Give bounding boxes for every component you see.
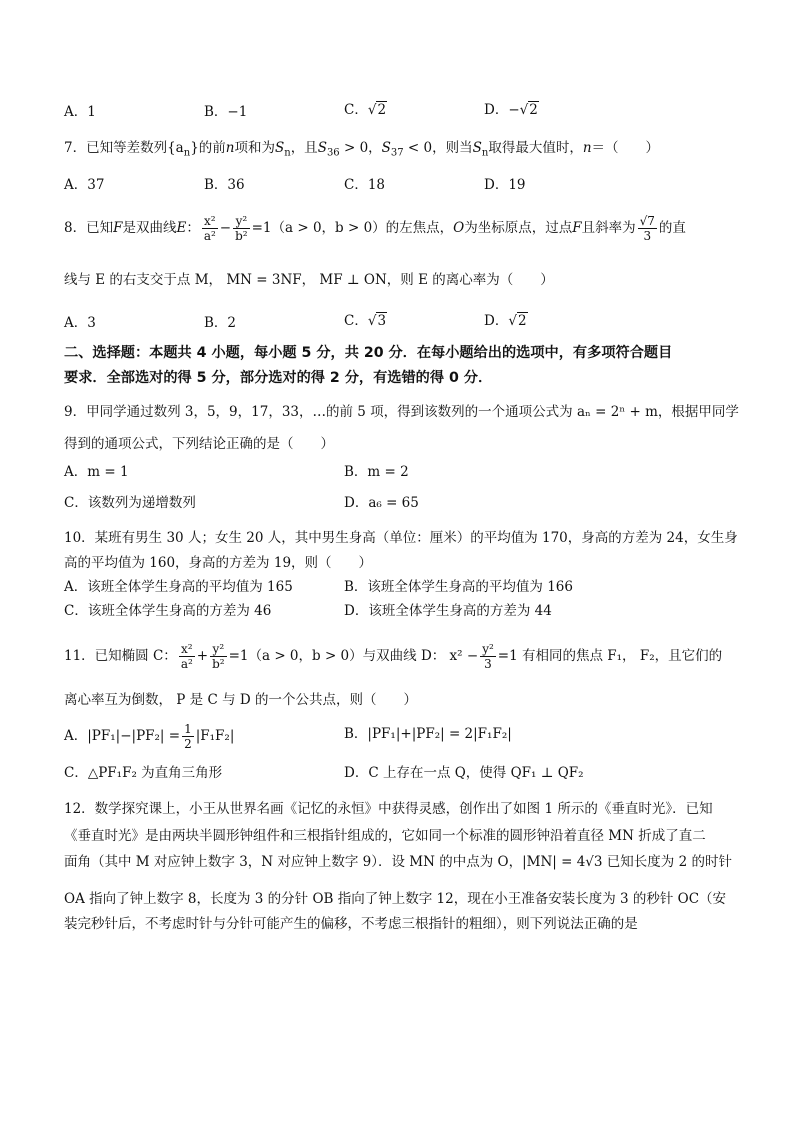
q11-stem-line1 bbox=[64, 638, 754, 674]
q11-fraction-y bbox=[210, 642, 227, 671]
q10-option-c: C．该班全体学生身高的方差为 46 bbox=[64, 603, 272, 619]
q8-text: E bbox=[176, 220, 187, 236]
q11-fraction-hyperbola bbox=[480, 642, 496, 671]
q9-option-c: C．该数列为递增数列 bbox=[64, 495, 196, 511]
sqrt-symbol: √2 bbox=[367, 102, 387, 118]
q12-stem-line1: 12．数学探究课上，小王从世界名画《记忆的永恒》中获得灵感，创作出了如图 1 所示的《垂直时光》．已知 bbox=[64, 801, 713, 817]
q7-stem-part: {a bbox=[167, 140, 184, 156]
q11-option-d: D．C 上存在一点 Q，使得 QF₁ ⊥ QF₂ bbox=[344, 765, 584, 781]
q12-stem-line3: 面角（其中 M 对应钟上数字 3，N 对应钟上数字 9）．设 MN 的中点为 O，|MN| = 4√3 已知长度为 2 的时针 bbox=[64, 854, 732, 870]
q6-option-b: B．−1 bbox=[204, 104, 248, 120]
q6-option-d-radicand: 2 bbox=[529, 102, 538, 118]
q7-option-d: D．19 bbox=[484, 177, 526, 193]
q8-text: 8．已知 bbox=[64, 220, 114, 236]
q8-text: 是双曲线 bbox=[122, 220, 177, 236]
frac-denominator: b² bbox=[212, 657, 225, 671]
q6-option-d-label: D．− bbox=[484, 102, 520, 118]
q8-stem-line2: 线与 E 的右支交于点 M， MN = 3NF， MF ⊥ ON，则 E 的离心率为（ ） bbox=[64, 272, 554, 288]
q10-option-d: D．该班全体学生身高的方差为 44 bbox=[344, 603, 552, 619]
q7-stem-part: n bbox=[582, 140, 592, 156]
q8-option-d-label: D． bbox=[484, 313, 509, 329]
q7-stem-part: S bbox=[317, 140, 327, 156]
q8-option-b: B．2 bbox=[204, 315, 237, 331]
q7-stem-part: n bbox=[225, 140, 235, 156]
q8-option-d-radicand: 2 bbox=[517, 313, 527, 329]
q6-option-c bbox=[344, 100, 387, 120]
q12-stem-line2: 《垂直时光》是由两块半圆形钟组件和三根指针组成的，它如同一个标准的圆形钟沿着直径 MN 折成了直二 bbox=[64, 828, 706, 844]
q10-stem-line1: 10．某班有男生 30 人；女生 20 人，其中男生身高（单位：厘米）的平均值为 170，身高的方差为 24，女生身 bbox=[64, 530, 738, 546]
q11-stem-line2: 离心率互为倒数， P 是 C 与 D 的一个公共点，则（ ） bbox=[64, 692, 417, 708]
q11-option-c: C．△PF₁F₂ 为直角三角形 bbox=[64, 765, 223, 781]
q8-option-d bbox=[484, 311, 528, 331]
q9-option-a: A．m = 1 bbox=[64, 464, 129, 480]
q11-text: 11．已知椭圆 C： bbox=[64, 648, 177, 664]
q8-fraction-y bbox=[233, 214, 250, 243]
q8-text: 的直 bbox=[658, 220, 686, 236]
q8-fraction-x bbox=[202, 214, 218, 243]
q12-stem-line4: OA 指向了钟上数字 8，长度为 3 的分针 OB 指向了钟上数字 12，现在小王准备安装长度为 3 的秒针 OC（安 bbox=[64, 891, 727, 907]
q9-option-d: D．a₆ = 65 bbox=[344, 495, 419, 511]
q8-fraction-slope bbox=[638, 214, 657, 243]
q8-text: =1（a > 0，b > 0）的左焦点， bbox=[251, 220, 454, 236]
q6-option-a: A．1 bbox=[64, 104, 96, 120]
q11-option-a bbox=[64, 718, 234, 754]
q7-option-a: A．37 bbox=[64, 177, 105, 193]
q7-sub-n: n bbox=[183, 147, 191, 159]
frac-denominator: b² bbox=[235, 229, 248, 243]
q7-stem-part: S bbox=[472, 140, 482, 156]
q8-option-c bbox=[344, 311, 387, 331]
frac-numerator: √7 bbox=[639, 214, 655, 228]
q7-sub: 36 bbox=[326, 147, 340, 159]
q11-text: =1（a > 0，b > 0）与双曲线 D： x² − bbox=[228, 648, 479, 664]
frac-numerator: y² bbox=[210, 642, 227, 657]
q8-text: − bbox=[219, 220, 232, 236]
q11-option-a-text: A．|PF₁|−|PF₂| = bbox=[64, 728, 181, 744]
q11-fraction-x bbox=[179, 642, 195, 671]
q7-stem-part: ，且 bbox=[290, 140, 318, 156]
q11-option-b: B．|PF₁|+|PF₂| = 2|F₁F₂| bbox=[344, 726, 512, 742]
q6-option-c-radicand: 2 bbox=[377, 102, 387, 118]
frac-numerator: x² bbox=[179, 642, 195, 657]
frac-denominator: 3 bbox=[484, 657, 492, 671]
q8-option-c-label: C． bbox=[344, 313, 368, 329]
frac-denominator: 2 bbox=[184, 737, 192, 751]
q9-option-b: B．m = 2 bbox=[344, 464, 409, 480]
q6-option-c-label: C． bbox=[344, 102, 368, 118]
q8-stem-line1 bbox=[64, 210, 754, 246]
q11-text: =1 有相同的焦点 F₁， F₂，且它们的 bbox=[497, 648, 723, 664]
q10-option-a: A．该班全体学生身高的平均值为 165 bbox=[64, 579, 293, 595]
q7-stem-part: < 0，则当 bbox=[403, 140, 473, 156]
frac-numerator: y² bbox=[233, 214, 250, 229]
q10-stem-line2: 高的平均值为 160，身高的方差为 19，则（ ） bbox=[64, 555, 373, 571]
section-heading-line1: 二、选择题：本题共 4 小题，每小题 5 分，共 20 分．在每小题给出的选项中，有多项符合题目 bbox=[64, 345, 673, 361]
sqrt-symbol: √2 bbox=[519, 102, 538, 118]
q8-text: O bbox=[453, 220, 465, 236]
q7-stem bbox=[64, 138, 754, 164]
frac-numerator: y² bbox=[482, 642, 494, 656]
frac-numerator: 1 bbox=[184, 722, 192, 736]
q9-stem-line1: 9．甲同学通过数列 3，5，9，17，33，…的前 5 项，得到该数列的一个通项公式为 aₙ = 2ⁿ + m，根据甲同学 bbox=[64, 404, 739, 420]
q8-text: F bbox=[113, 220, 123, 236]
q7-stem-part: 取得最大值时， bbox=[488, 140, 583, 156]
q11-option-a-text: |F₁F₂| bbox=[195, 728, 235, 744]
frac-numerator: x² bbox=[202, 214, 218, 229]
q8-text: 且斜率为 bbox=[581, 220, 636, 236]
q7-stem-part: > 0， bbox=[339, 140, 382, 156]
frac-denominator: 3 bbox=[643, 229, 652, 243]
section-heading-line2: 要求．全部选对的得 5 分，部分选对的得 2 分，有选错的得 0 分． bbox=[64, 370, 493, 386]
sqrt-symbol: √2 bbox=[508, 313, 527, 329]
sqrt-symbol: √3 bbox=[367, 313, 387, 329]
q7-sub: 37 bbox=[390, 147, 404, 159]
q8-option-c-radicand: 3 bbox=[377, 313, 387, 329]
frac-denominator: a² bbox=[180, 657, 193, 671]
q7-stem-part: }的前 bbox=[190, 140, 226, 156]
q7-sub-n: n bbox=[284, 147, 291, 159]
q7-option-c: C．18 bbox=[344, 177, 386, 193]
q11-text: + bbox=[196, 648, 209, 664]
q8-option-a: A．3 bbox=[64, 315, 96, 331]
q10-option-b: B．该班全体学生身高的平均值为 166 bbox=[344, 579, 573, 595]
q8-text: F bbox=[572, 220, 582, 236]
q12-stem-line5: 装完秒针后，不考虑时针与分针可能产生的偏移，不考虑三根指针的粗细），则下列说法正确的是 bbox=[64, 916, 638, 932]
q7-stem-part: S bbox=[381, 140, 391, 156]
q8-text: ： bbox=[186, 220, 200, 236]
q9-stem-line2: 得到的通项公式，下列结论正确的是（ ） bbox=[64, 436, 334, 452]
q7-stem-part: 7．已知等差数列 bbox=[64, 140, 168, 156]
q7-stem-part: ＝（ ） bbox=[591, 140, 660, 156]
q7-stem-part: S bbox=[274, 140, 285, 156]
q8-text: 为坐标原点，过点 bbox=[464, 220, 573, 236]
q7-sub-n: n bbox=[481, 147, 489, 159]
frac-denominator: a² bbox=[203, 229, 216, 243]
q7-stem-part: 项和为 bbox=[234, 140, 275, 156]
q6-option-d bbox=[484, 100, 539, 120]
q7-option-b: B．36 bbox=[204, 177, 245, 193]
q11-option-a-fraction bbox=[182, 722, 194, 751]
